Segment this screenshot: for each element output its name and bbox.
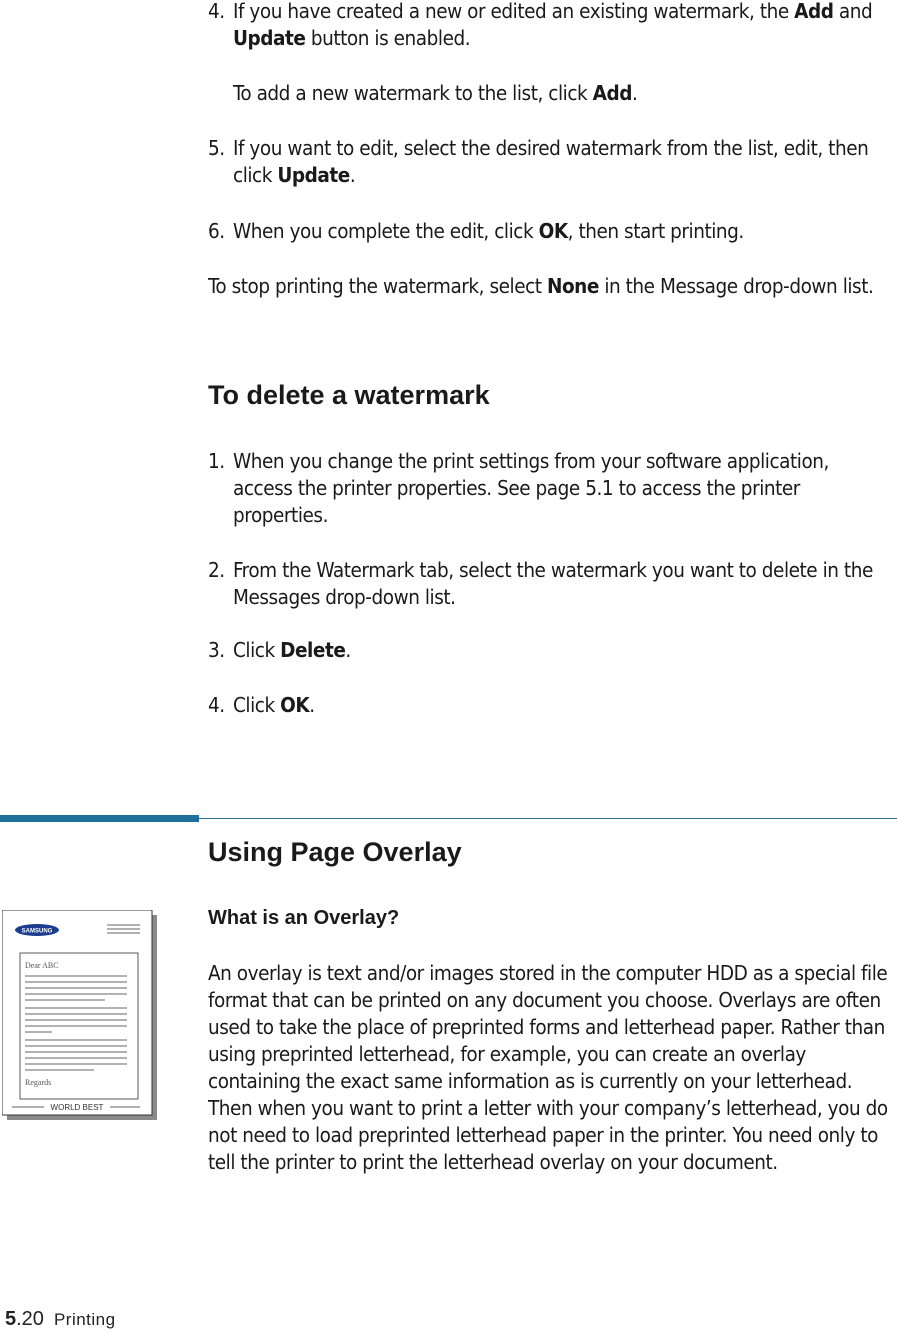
step-4-subtext: To add a new watermark to the list, click Add. [233,81,638,105]
page-overlay-heading: Using Page Overlay [208,837,462,867]
delete-watermark-heading: To delete a watermark [208,380,490,410]
closing: Regards [25,1078,52,1087]
step-4 [208,0,888,52]
page-footer [5,1308,116,1331]
logo-text: SAMSUNG [21,928,53,935]
delete-step-1: 1. When you change the print settings from your software application, access the printer properties. See page 5.1 to access the printer properties. [208,449,829,527]
delete-step-2: 2. From the Watermark tab, select the watermark you want to delete in the Messages drop-down list. [208,558,873,609]
section-rule [198,818,897,819]
section-name: Printing [53,1310,116,1329]
step-number: 4. [208,0,225,23]
delete-step-3: 3. Click Delete. [208,638,351,662]
greeting: Dear ABC [25,961,59,970]
step-5: 5. If you want to edit, select the desired watermark from the list, edit, then click Update. [208,136,869,187]
step-6: 6. When you complete the edit, click OK, then start printing. [208,219,744,243]
step-text: If you have created a new or edited an existing watermark, the Add and Update button is enabled. [233,0,873,50]
overlay-subheading: What is an Overlay? [208,907,400,929]
delete-step-4: 4. Click OK. [208,693,315,717]
tagline: WORLD BEST [50,1103,104,1112]
overlay-body: An overlay is text and/or images stored in the computer HDD as a special file format that can be printed on any document you choose. Overlays are often used to take the place of preprinted forms and letterhead paper. Rather than using preprinted letterhead, for example, you can create an overlay containing the exact same information as is currently on your letterhead. Then when you want to print a letter with your company’s letterhead, you do not need to load preprinted letterhead paper in the printer. You need only to tell the printer to print the letterhead overlay on your document. [208,961,888,1174]
section-rule-accent [0,815,199,822]
stop-watermark-paragraph: To stop printing the watermark, select None in the Message drop-down list. [208,274,874,298]
page-number: 5.20 [5,1308,44,1330]
letterhead-illustration [2,910,157,1120]
